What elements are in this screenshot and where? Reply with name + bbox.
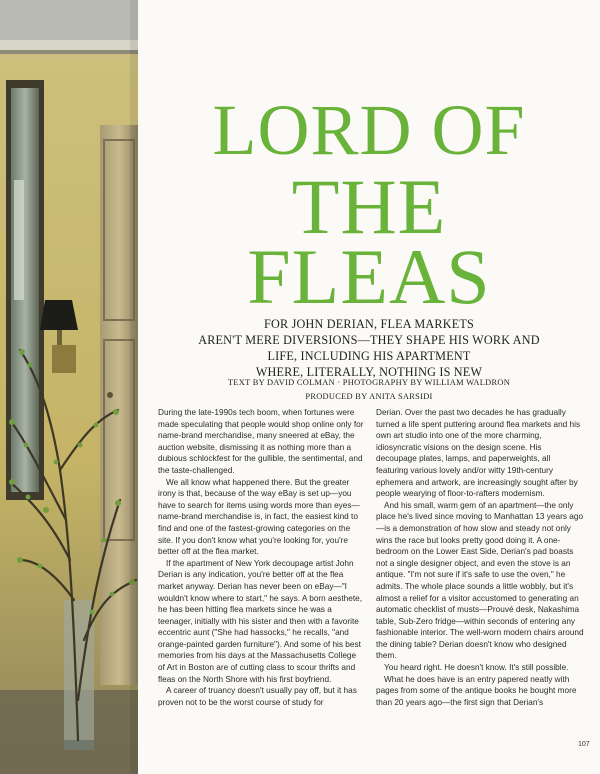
paragraph: A career of truancy doesn't usually pay off, but it has proven not to be the worst course of study for bbox=[158, 686, 357, 707]
deck-line: AREN'T MERE DIVERSIONS—THEY SHAPE HIS WORK AND bbox=[198, 333, 540, 347]
paragraph: During the late-1990s tech boom, when fortunes were made speculating that people would shop online only for name-brand merchandise, many sneered at eBay, the auction website, dismissing it as nothing more than a dubious schlockfest for the gullible, the sentimental, and the taste-challenged. bbox=[158, 408, 364, 475]
headline-line-1: LORD OF bbox=[212, 90, 526, 170]
deck-line: WHERE, LITERALLY, NOTHING IS NEW bbox=[255, 365, 483, 379]
body-column-left bbox=[158, 407, 364, 708]
byline: TEXT BY DAVID COLMAN · PHOTOGRAPHY BY WILLIAM WALDRON bbox=[227, 378, 511, 387]
article-page bbox=[138, 0, 600, 774]
page-number: 107 bbox=[578, 741, 590, 748]
paragraph: What he does have is an entry papered neatly with pages from some of the antique books he bought more than 20 years ago—the first sign that Derian's bbox=[376, 674, 577, 707]
paragraph: We all know what happened there. But the greater irony is that, because of the way eBay is set up—you have to search for items using words more than eyes—name-brand merchandise is, in fact, the easiest kind to find and one of the fastest-growing categories on the site. If you don't know what you're looking for, you're better off at the flea market. bbox=[158, 477, 360, 557]
deck-line: LIFE, INCLUDING HIS APARTMENT bbox=[267, 349, 471, 363]
producer-credit: PRODUCED BY ANITA SARSIDI bbox=[305, 392, 433, 401]
headline-line-3: FLEAS bbox=[247, 233, 491, 320]
paragraph: Derian. Over the past two decades he has gradually turned a life spent puttering around flea markets and his own art studio into one of the more charming, idiosyncratic visions on the design scene. His decoupage plates, lamps, and paperweights, all featuring various lovely and/or witty 19th-century ephemera and artwork, are increasingly sought after by people wearying of floor-to-rafters modernism. bbox=[376, 408, 581, 499]
deck bbox=[148, 316, 590, 380]
body-column-right bbox=[376, 407, 584, 708]
headline-line-2: THE bbox=[291, 163, 447, 250]
deck-line: FOR JOHN DERIAN, FLEA MARKETS bbox=[264, 317, 474, 331]
paragraph: And his small, warm gem of an apartment—the only place he's lived since moving to Manhattan 13 years ago—is a demonstration of how slow and steady not only wins the race but looks pretty good doing it. A one-bedroom on the Lower East Side, Derian's pad boasts not a single designer object, and even the stove is an antique. "I'm not sure if it's safe to use the oven," he admits. The whole place sounds a little wobbly, but it's almost a relief for a visitor accustomed to generating an automatic checklist of musts—Prouvé desk, Nakashima table, Sub-Zero fridge—within seconds of entering any fashionable interior. The well-worn modern chairs around the dining table? Derian doesn't know who designed them. bbox=[376, 500, 584, 661]
paragraph: You heard right. He doesn't know. It's still possible. bbox=[384, 663, 569, 673]
interior-photo bbox=[0, 0, 138, 774]
paragraph: If the apartment of New York decoupage artist John Derian is any indication, you're better off at the flea market anyway. Derian has never been on eBay—"I wouldn't know where to start," he says. A born aesthete, he has been hitting flea markets since he was a teenager, initially with his sister and then with a favorite eccentric aunt ("She had hassocks," he recalls, "and orange-painted garden furniture"). And some of his best memories from his days at the Massachusetts College of Art in Boston are of cutting class to scour thrifts and fleas on the North Shore with his first boyfriend. bbox=[158, 558, 362, 684]
